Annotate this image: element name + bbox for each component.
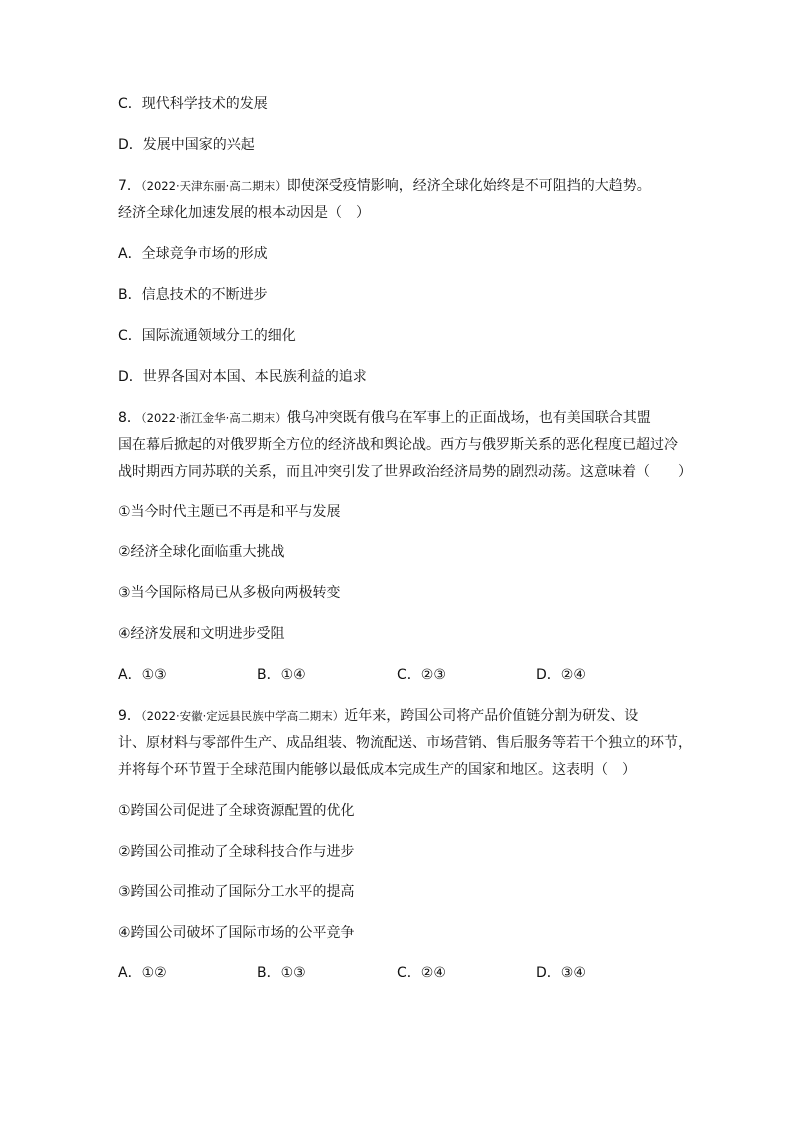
q8-source: （2022·浙江金华·高二期末） — [140, 411, 287, 425]
q9-choice-d: D．③④ — [536, 965, 586, 981]
q9-choice-a: A．①② — [118, 965, 167, 981]
q8-choice-a: A．①③ — [118, 667, 167, 683]
q9-number: 9． — [118, 708, 141, 724]
q8-statement-4: ④经济发展和文明进步受阻 — [118, 626, 285, 642]
q7-stem-line2: 经济全球化加速发展的根本动因是（ ） — [118, 205, 370, 221]
q9-source: （2022·安徽·定远县民族中学高二期末） — [140, 709, 345, 723]
q8-choice-d: D．②④ — [536, 667, 586, 683]
q7-number: 7． — [118, 178, 141, 194]
q8-stem-line2: 国在幕后掀起的对俄罗斯全方位的经济战和舆论战。西方与俄罗斯关系的恶化程度已超过冷 — [118, 437, 678, 453]
q8-stem-line1 — [118, 408, 651, 428]
q9-statement-1: ①跨国公司促进了全球资源配置的优化 — [118, 803, 355, 819]
q7-stem-text1: 即使深受疫情影响，经济全球化始终是不可阻挡的大趋势。 — [286, 178, 651, 194]
q7-source: （2022·天津东丽·高二期末） — [140, 179, 287, 193]
q9-choice-c: C．②④ — [397, 965, 446, 981]
q7-option-d: D．世界各国对本国、本民族利益的追求 — [118, 369, 367, 385]
q8-choices — [118, 665, 678, 685]
q6-option-d: D．发展中国家的兴起 — [118, 137, 255, 153]
q8-statement-1: ①当今时代主题已不再是和平与发展 — [118, 504, 341, 520]
q9-statement-4: ④跨国公司破坏了国际市场的公平竞争 — [118, 925, 355, 941]
q8-stem-text1: 俄乌冲突既有俄乌在军事上的正面战场，也有美国联合其盟 — [286, 410, 651, 426]
q8-statement-3: ③当今国际格局已从多极向两极转变 — [118, 585, 341, 601]
q9-stem-line2: 计、原材料与零部件生产、成品组装、物流配送、市场营销、售后服务等若干个独立的环节， — [118, 735, 692, 751]
q9-stem-text1: 近年来，跨国公司将产品价值链分割为研发、设 — [344, 708, 639, 724]
q9-statement-3: ③跨国公司推动了国际分工水平的提高 — [118, 884, 355, 900]
q8-choice-c: C．②③ — [397, 667, 446, 683]
q9-statement-2: ②跨国公司推动了全球科技合作与进步 — [118, 844, 355, 860]
q9-stem-line1 — [118, 706, 638, 726]
q8-stem-line3: 战时期西方同苏联的关系，而且冲突引发了世界政治经济局势的剧烈动荡。这意味着（ ） — [118, 464, 692, 480]
q8-number: 8． — [118, 410, 141, 426]
q9-stem-line3: 并将每个环节置于全球范围内能够以最低成本完成生产的国家和地区。这表明（ ） — [118, 762, 636, 778]
q8-statement-2: ②经济全球化面临重大挑战 — [118, 544, 285, 560]
q7-option-c: C．国际流通领域分工的细化 — [118, 328, 296, 344]
q7-option-b: B．信息技术的不断进步 — [118, 287, 268, 303]
q9-choice-b: B．①③ — [257, 965, 306, 981]
q8-choice-b: B．①④ — [257, 667, 306, 683]
q9-choices — [118, 963, 678, 983]
q7-option-a: A．全球竞争市场的形成 — [118, 246, 268, 262]
q7-stem-line1 — [118, 176, 651, 196]
q6-option-c: C．现代科学技术的发展 — [118, 96, 268, 112]
